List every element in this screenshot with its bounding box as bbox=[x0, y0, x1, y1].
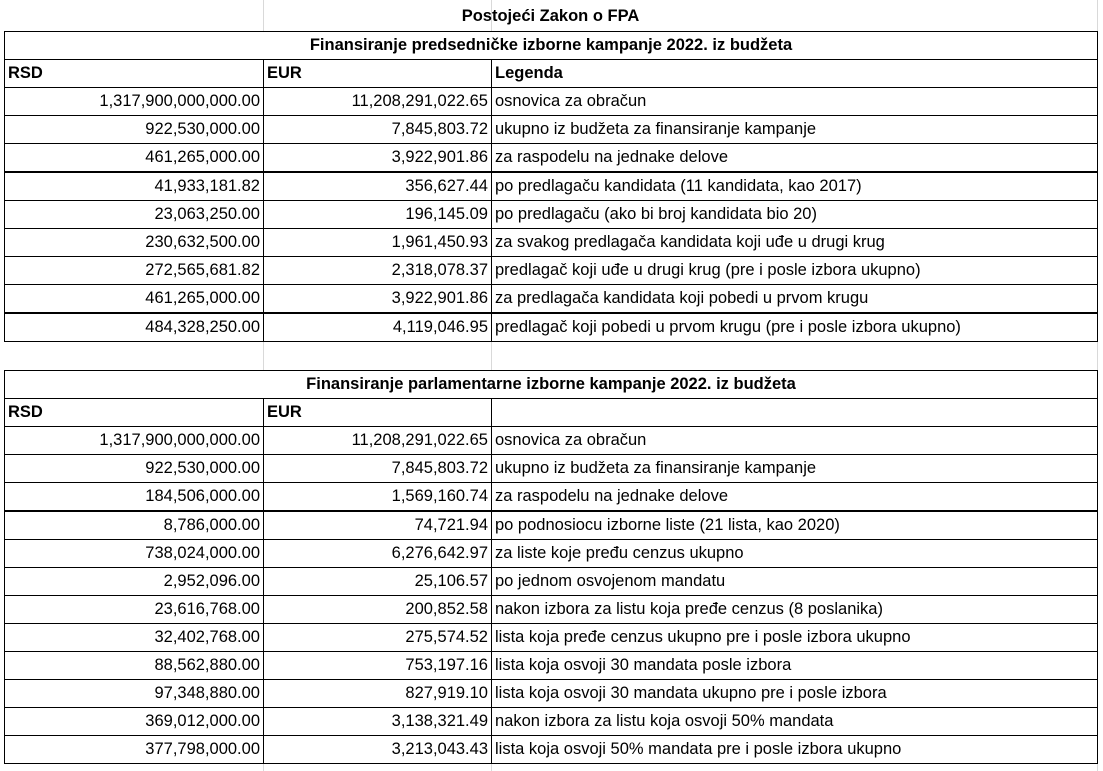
table-row bbox=[5, 144, 1098, 173]
eur-cell[interactable]: 7,845,803.72 bbox=[264, 116, 492, 144]
eur-cell[interactable]: 3,922,901.86 bbox=[264, 144, 492, 173]
eur-cell[interactable]: 4,119,046.95 bbox=[264, 313, 492, 342]
table-row bbox=[5, 708, 1098, 736]
legend-cell[interactable]: za liste koje pređu cenzus ukupno bbox=[492, 540, 1098, 568]
rsd-cell[interactable]: 41,933,181.82 bbox=[5, 172, 264, 201]
legend-cell[interactable]: osnovica za obračun bbox=[492, 427, 1098, 455]
legend-cell[interactable]: ukupno iz budžeta za finansiranje kampanje bbox=[492, 116, 1098, 144]
eur-cell[interactable]: 25,106.57 bbox=[264, 568, 492, 596]
table-row bbox=[5, 257, 1098, 285]
table-row bbox=[5, 511, 1098, 540]
table-row bbox=[5, 201, 1098, 229]
eur-cell[interactable]: 74,721.94 bbox=[264, 511, 492, 540]
eur-cell[interactable]: 3,922,901.86 bbox=[264, 285, 492, 314]
eur-cell[interactable]: 1,961,450.93 bbox=[264, 229, 492, 257]
rsd-cell[interactable]: 23,063,250.00 bbox=[5, 201, 264, 229]
eur-cell[interactable]: 11,208,291,022.65 bbox=[264, 427, 492, 455]
table-row bbox=[5, 427, 1098, 455]
rsd-cell[interactable]: 272,565,681.82 bbox=[5, 257, 264, 285]
rsd-cell[interactable]: 97,348,880.00 bbox=[5, 680, 264, 708]
eur-cell[interactable]: 827,919.10 bbox=[264, 680, 492, 708]
rsd-cell[interactable]: 8,786,000.00 bbox=[5, 511, 264, 540]
eur-cell[interactable]: 200,852.58 bbox=[264, 596, 492, 624]
table-row bbox=[5, 736, 1098, 764]
table-row bbox=[5, 229, 1098, 257]
rsd-cell[interactable]: 922,530,000.00 bbox=[5, 455, 264, 483]
table-row bbox=[5, 652, 1098, 680]
table-row bbox=[5, 88, 1098, 116]
eur-cell[interactable]: 6,276,642.97 bbox=[264, 540, 492, 568]
table-row bbox=[5, 540, 1098, 568]
rsd-cell[interactable]: 1,317,900,000,000.00 bbox=[5, 88, 264, 116]
eur-cell[interactable]: 753,197.16 bbox=[264, 652, 492, 680]
table-row bbox=[5, 568, 1098, 596]
legend-cell[interactable]: za raspodelu na jednake delove bbox=[492, 483, 1098, 512]
rsd-cell[interactable]: 2,952,096.00 bbox=[5, 568, 264, 596]
table-row bbox=[5, 455, 1098, 483]
rsd-cell[interactable]: 377,798,000.00 bbox=[5, 736, 264, 764]
header-rsd[interactable]: RSD bbox=[5, 60, 264, 88]
eur-cell[interactable]: 1,569,160.74 bbox=[264, 483, 492, 512]
legend-cell[interactable]: nakon izbora za listu koja osvoji 50% mandata bbox=[492, 708, 1098, 736]
legend-cell[interactable]: lista koja osvoji 30 mandata ukupno pre i posle izbora bbox=[492, 680, 1098, 708]
table-row bbox=[5, 285, 1098, 314]
legend-cell[interactable]: lista koja pređe cenzus ukupno pre i posle izbora ukupno bbox=[492, 624, 1098, 652]
legend-cell[interactable]: za svakog predlagača kandidata koji uđe u drugi krug bbox=[492, 229, 1098, 257]
rsd-cell[interactable]: 184,506,000.00 bbox=[5, 483, 264, 512]
legend-cell[interactable]: po predlagaču (ako bi broj kandidata bio 20) bbox=[492, 201, 1098, 229]
rsd-cell[interactable]: 738,024,000.00 bbox=[5, 540, 264, 568]
legend-cell[interactable]: predlagač koji uđe u drugi krug (pre i posle izbora ukupno) bbox=[492, 257, 1098, 285]
header-eur[interactable]: EUR bbox=[264, 60, 492, 88]
parliamentary-heading: Finansiranje parlamentarne izborne kampanje 2022. iz budžeta bbox=[5, 371, 1098, 399]
rsd-cell[interactable]: 1,317,900,000,000.00 bbox=[5, 427, 264, 455]
eur-cell[interactable]: 196,145.09 bbox=[264, 201, 492, 229]
eur-cell[interactable]: 2,318,078.37 bbox=[264, 257, 492, 285]
rsd-cell[interactable]: 32,402,768.00 bbox=[5, 624, 264, 652]
table-row bbox=[5, 172, 1098, 201]
sheet-title: Postojeći Zakon o FPA bbox=[461, 7, 640, 25]
table-row bbox=[5, 624, 1098, 652]
header-legend[interactable] bbox=[492, 399, 1098, 427]
eur-cell[interactable]: 356,627.44 bbox=[264, 172, 492, 201]
rsd-cell[interactable]: 461,265,000.00 bbox=[5, 285, 264, 314]
rsd-cell[interactable]: 461,265,000.00 bbox=[5, 144, 264, 173]
legend-cell[interactable]: po podnosiocu izborne liste (21 lista, kao 2020) bbox=[492, 511, 1098, 540]
rsd-cell[interactable]: 23,616,768.00 bbox=[5, 596, 264, 624]
legend-cell[interactable]: za raspodelu na jednake delove bbox=[492, 144, 1098, 173]
rsd-cell[interactable]: 922,530,000.00 bbox=[5, 116, 264, 144]
legend-cell[interactable]: predlagač koji pobedi u prvom krugu (pre i posle izbora ukupno) bbox=[492, 313, 1098, 342]
eur-cell[interactable]: 7,845,803.72 bbox=[264, 455, 492, 483]
header-eur[interactable]: EUR bbox=[264, 399, 492, 427]
header-rsd[interactable]: RSD bbox=[5, 399, 264, 427]
table-row bbox=[5, 313, 1098, 342]
parliamentary-table bbox=[4, 370, 1098, 764]
legend-cell[interactable]: za predlagača kandidata koji pobedi u prvom krugu bbox=[492, 285, 1098, 314]
legend-cell[interactable]: nakon izbora za listu koja pređe cenzus (8 poslanika) bbox=[492, 596, 1098, 624]
rsd-cell[interactable]: 88,562,880.00 bbox=[5, 652, 264, 680]
table-row bbox=[5, 116, 1098, 144]
header-legend[interactable]: Legenda bbox=[492, 60, 1098, 88]
eur-cell[interactable]: 11,208,291,022.65 bbox=[264, 88, 492, 116]
presidential-table bbox=[4, 31, 1098, 342]
table-row bbox=[5, 483, 1098, 512]
legend-cell[interactable]: lista koja osvoji 30 mandata posle izbora bbox=[492, 652, 1098, 680]
legend-cell[interactable]: lista koja osvoji 50% mandata pre i posle izbora ukupno bbox=[492, 736, 1098, 764]
legend-cell[interactable]: po predlagaču kandidata (11 kandidata, kao 2017) bbox=[492, 172, 1098, 201]
eur-cell[interactable]: 3,138,321.49 bbox=[264, 708, 492, 736]
rsd-cell[interactable]: 230,632,500.00 bbox=[5, 229, 264, 257]
rsd-cell[interactable]: 484,328,250.00 bbox=[5, 313, 264, 342]
rsd-cell[interactable]: 369,012,000.00 bbox=[5, 708, 264, 736]
legend-cell[interactable]: ukupno iz budžeta za finansiranje kampanje bbox=[492, 455, 1098, 483]
eur-cell[interactable]: 3,213,043.43 bbox=[264, 736, 492, 764]
eur-cell[interactable]: 275,574.52 bbox=[264, 624, 492, 652]
table-row bbox=[5, 596, 1098, 624]
legend-cell[interactable]: osnovica za obračun bbox=[492, 88, 1098, 116]
table-row bbox=[5, 680, 1098, 708]
presidential-heading: Finansiranje predsedničke izborne kampanje 2022. iz budžeta bbox=[5, 32, 1098, 60]
legend-cell[interactable]: po jednom osvojenom mandatu bbox=[492, 568, 1098, 596]
